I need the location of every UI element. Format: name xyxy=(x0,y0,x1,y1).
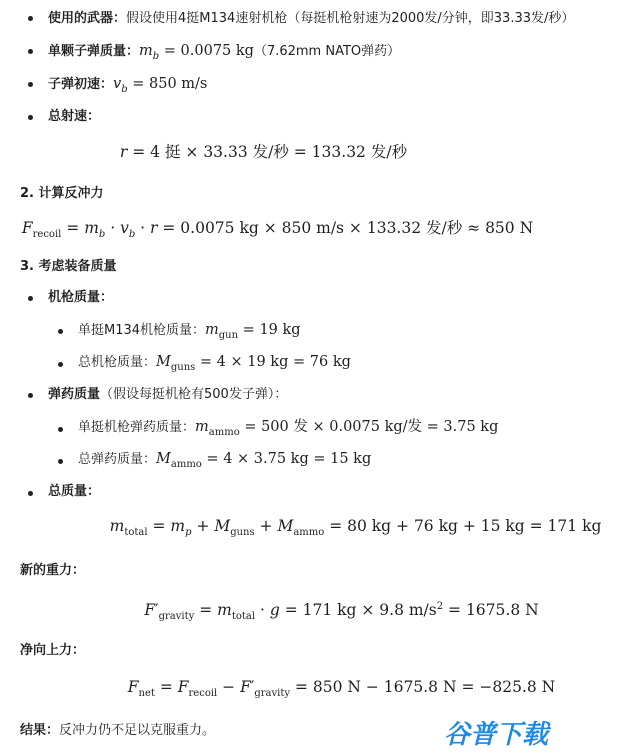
single-ammo-mass-text: 单挺机枪弹药质量： xyxy=(78,420,196,435)
recoil-equation: $F_{recoil} = m_b \cdot v_b \cdot r = 0.0075$ kg × 850 m/s × 133.32 发/秒 ≈ 850 N xyxy=(21,219,534,241)
bullet-dot xyxy=(28,393,33,398)
total-gun-mass-line xyxy=(78,353,351,377)
single-ammo-mass-line xyxy=(78,418,498,442)
bullet-dot xyxy=(58,459,63,464)
net-force-equation: $F_{net} = F_{recoil} - F'_{gravity} = 850$ N − 1675.8 N = −825.8 N xyxy=(127,678,556,700)
ammo-mass-label: 弹药质量 xyxy=(48,387,101,402)
conclusion-text: 反冲力仍不足以克服重力。 xyxy=(59,723,216,738)
ammo-mass-note: （假设每挺机枪有500发子弹）： xyxy=(100,387,288,402)
bullet-mass-math: $m_b = 0.0075$ kg xyxy=(139,43,254,62)
single-gun-mass-text: 单挺M134机枪质量： xyxy=(78,323,206,338)
bullet-mass-note: （7.62mm NATO弹药） xyxy=(253,44,401,59)
total-gun-mass-math: $M_{guns} = 4 \times 19$ kg = 76 kg xyxy=(156,354,351,373)
bullet-mass-label: 单颗子弹质量： xyxy=(48,44,140,59)
conclusion-label: 结果： xyxy=(20,723,60,738)
section-2-heading: 2. 计算反冲力 xyxy=(20,186,104,201)
bullet-dot xyxy=(28,296,33,301)
watermark-text: 谷普下载 xyxy=(444,720,549,750)
total-ammo-mass-math: $M_{ammo} = 4 \times 3.75$ kg = 15 kg xyxy=(156,451,372,470)
bullet-dot xyxy=(58,427,63,432)
fire-rate-line xyxy=(48,108,100,126)
gravity-equation: $F'_{gravity} = m_{total} \cdot g = 171$ kg × 9.8 $m/s^2 = 1675.8$ N xyxy=(144,601,539,623)
single-gun-mass-line xyxy=(78,321,301,345)
bullet-mass-line xyxy=(48,42,400,66)
total-mass-label: 总质量： xyxy=(48,484,101,499)
total-gun-mass-text: 总机枪质量： xyxy=(78,355,157,370)
rate-equation: r = 4 挺 × 33.33 发/秒 = 133.32 发/秒 xyxy=(119,143,408,161)
gun-mass-label: 机枪质量： xyxy=(48,290,114,305)
total-ammo-mass-text: 总弹药质量： xyxy=(78,452,157,467)
muzzle-velocity-line xyxy=(48,75,207,99)
ammo-mass-line xyxy=(48,386,287,404)
weapon-text: 假设使用4挺M134速射机枪（每挺机枪射速为2000发/分钟，即33.33发/秒） xyxy=(126,11,575,26)
section-3-heading: 3. 考虑装备质量 xyxy=(20,259,117,274)
bullet-dot xyxy=(28,491,33,496)
net-lift-label: 净向上力： xyxy=(20,643,86,658)
bullet-dot xyxy=(28,49,33,54)
bullet-dot xyxy=(58,329,63,334)
total-ammo-mass-line xyxy=(78,450,371,474)
bullet-dot xyxy=(28,16,33,21)
muzzle-velocity-math: $v_b = 850$ m/s xyxy=(113,76,208,95)
weapon-label: 使用的武器： xyxy=(48,11,127,26)
fire-rate-label: 总射速： xyxy=(48,109,101,124)
weapon-line xyxy=(48,10,574,28)
bullet-dot xyxy=(58,362,63,367)
single-gun-mass-math: $m_{gun} = 19$ kg xyxy=(205,322,301,341)
single-ammo-mass-math: $m_{ammo} = 500$ 发 × 0.0075 kg/发 = 3.75 kg xyxy=(195,419,499,438)
muzzle-velocity-label: 子弹初速： xyxy=(48,77,114,92)
watermark-graphic xyxy=(440,716,610,750)
watermark-logo xyxy=(440,716,610,750)
total-mass-equation: $m_{total} = m_p + M_{guns} + M_{ammo} = 80$ kg + 76 kg + 15 kg = 171 kg xyxy=(109,517,602,539)
bullet-dot xyxy=(28,115,33,120)
new-gravity-label: 新的重力： xyxy=(20,563,86,578)
bullet-dot xyxy=(28,82,33,87)
conclusion-line xyxy=(20,722,215,740)
